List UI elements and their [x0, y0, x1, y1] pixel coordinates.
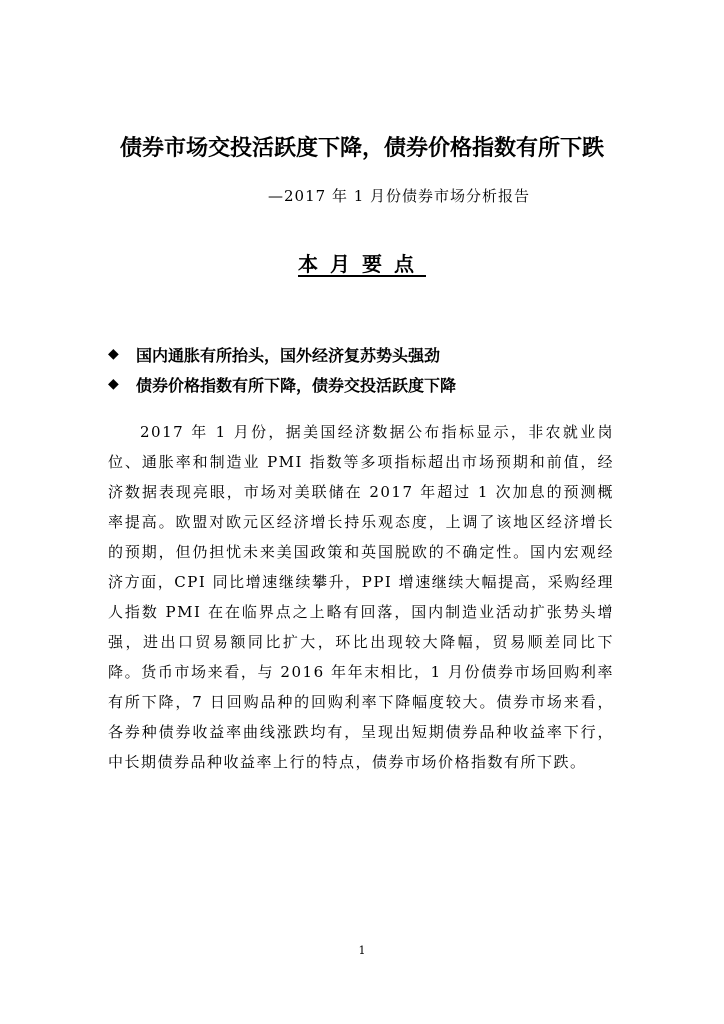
page-number: 1 — [358, 944, 366, 957]
key-point-text: 债券价格指数有所下降，债券交投活跃度下降 — [136, 375, 457, 395]
body-paragraph: 2017 年 1 月份，据美国经济数据公布指标显示，非农就业岗位、通胀率和制造业 PMI 指数等多项指标超出市场预期和前值，经济数据表现亮眼，市场对美联储在 2017 年超过 1 次加息的预测概率提高。欧盟对欧元区经济增长持乐观态度，上调了该地区经济增长的预期，但仍担忧未来美国政策和英国脱欧的不确定性。国内宏观经济方面，CPI 同比增速继续攀升，PPI 增速继续大幅提高，采购经理人指数 PMI 在在临界点之上略有回落，国内制造业活动扩张势头增强，进出口贸易额同比扩大，环比出现较大降幅，贸易顺差同比下降。货币市场来看，与 2016 年年末相比，1 月份债券市场回购利率有所下降，7 日回购品种的回购利率下降幅度较大。债券市场来看，各券种债券收益率曲线涨跌均有，呈现出短期债券品种收益率下行，中长期债券品种收益率上行的特点，债券市场价格指数有所下跌。 — [108, 423, 614, 771]
key-point-text: 国内通胀有所抬头，国外经济复苏势头强劲 — [136, 345, 441, 365]
key-point-item — [108, 339, 628, 369]
diamond-bullet-icon: ◆ — [108, 376, 119, 392]
diamond-bullet-icon: ◆ — [108, 346, 119, 362]
report-subtitle: —2017 年 1 月份债券市场分析报告 — [268, 187, 531, 205]
key-points-list — [108, 339, 628, 399]
section-heading — [0, 250, 724, 278]
report-title: 债券市场交投活跃度下降，债券价格指数有所下跌 — [119, 135, 604, 161]
key-point-item — [108, 369, 628, 399]
section-heading-text: 本月要点 — [298, 252, 426, 276]
